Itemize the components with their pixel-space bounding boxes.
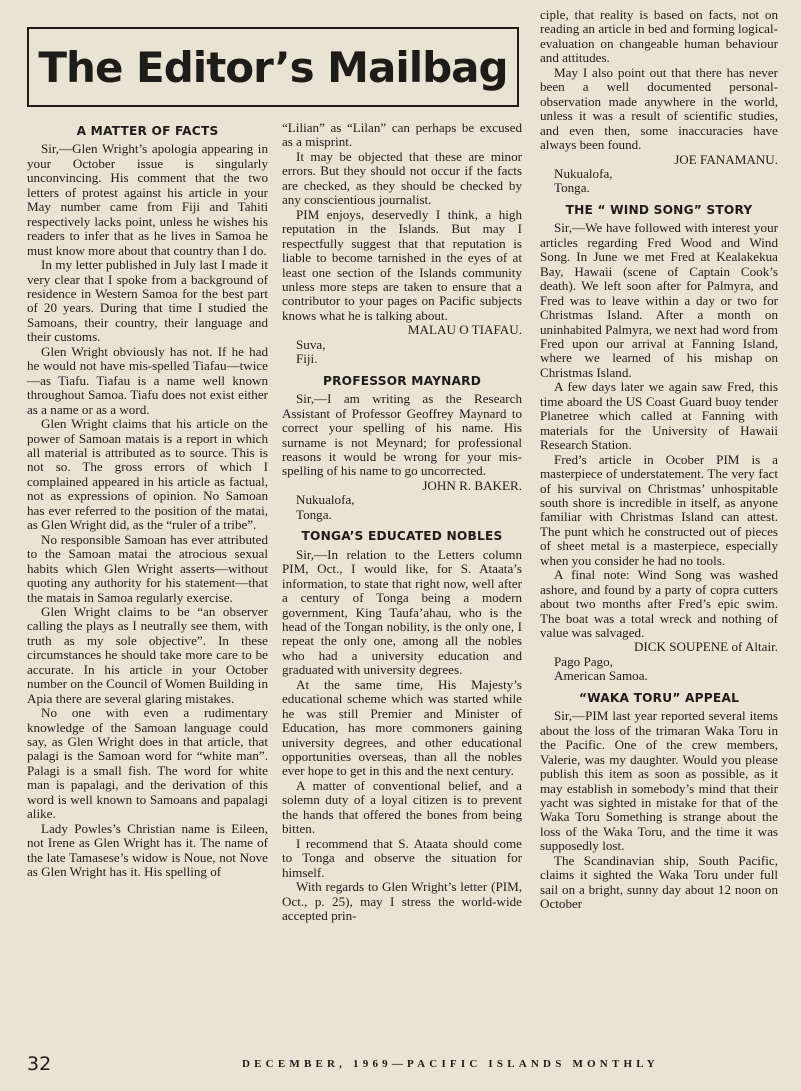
paragraph: Glen Wright claims to be “an observer calling the plays as I neutrally see them, with truth as my sole objective”. In these circumstances he should take more care to be accurate. In his article in your October number on the Council of Women Building in Apia there are several glaring mistakes.	[27, 603, 268, 706]
letter-heading-professor-maynard: PROFESSOR MAYNARD	[322, 373, 482, 388]
paragraph: With regards to Glen Wright’s letter (PIM, Oct., p. 25), may I stress the world-wide accepted prin-	[282, 879, 522, 924]
page-title: The Editor’s Mailbag	[38, 42, 508, 92]
paragraph: Sir,—I am writing as the Research Assistant of Professor Geoffrey Maynard to correct your spelling of his name. His surname is not Meynard; for professional reasons it would be wrong for your mis-spelling of his name to go uncorrected.	[282, 391, 522, 479]
paragraph: Glen Wright obviously has not. If he had he would not have mis-spelled Tiafau—twice—as Tiafu. Tiafau is a name well known throughout Samoa. Tiafu does not exist either as a name or as a word.	[27, 343, 268, 417]
paragraph: Sir,—We have followed with interest your articles regarding Fred Wood and Wind Song. In June we met Fred at Kealakekua Bay, Hawaii (scene of Captain Cook’s death). We left soon after for Palmyra, and Fred was to leave within a day or two for Christmas Island. After a month on uninhabited Palmyra, we next had word from Fred upon our arrival at Fanning Island, where we learned of his mishap on Christmas Island.	[540, 220, 778, 380]
letter-signature: DICK SOUPENE of Altair.	[633, 639, 778, 655]
paragraph: ciple, that reality is based on facts, not on reading an article in bed and forming logical-evaluation on changeable human behaviour and attitudes.	[540, 7, 778, 66]
letter-signature: JOHN R. BAKER.	[422, 477, 522, 493]
letter-heading-wind-song-story: THE “ WIND SONG” STORY	[565, 202, 753, 217]
paragraph: PIM enjoys, deservedly I think, a high reputation in the Islands. But may I respectfully suggest that that reputation is liable to become tarnished in the eyes of at least one section of the Islands community unless more steps are taken to ensure that a contributor to your pages on Pacific subjects knows what he is talking about.	[282, 206, 522, 323]
letter-place: Suva,	[296, 336, 326, 352]
letter-place: Nukualofa,	[554, 165, 613, 181]
column-1	[27, 124, 268, 880]
letter-heading-matter-of-facts: A MATTER OF FACTS	[76, 124, 219, 138]
paragraph: The Scandinavian ship, South Pacific, claims it sighted the Waka Toru under full sail on a bright, sunny day about 12 noon on October	[540, 852, 778, 912]
paragraph: Sir,—Glen Wright’s apologia appearing in your October issue is singularly unconvincing. His comment that the two letters of protest against his article in your May number came from Fiji and Tahiti respectively lacks point, unless he wishes his readers to infer that as he lives in Samoa he must know more about that country than I do.	[27, 141, 268, 258]
page-number: 32	[27, 1053, 52, 1075]
paragraph: Sir,—PIM last year reported several items about the loss of the trimaran Waka Toru in the Pacific. One of the crew members, Valerie, was my daughter. Would you please publish this item as soon as possible, as it may establish in somebody’s mind that their yacht was sighted in mistake for that of the Waka Toru Something is strange about the loss of the Waka Toru, and the time it was supposedly lost.	[540, 708, 778, 854]
letter-place: American Samoa.	[554, 668, 648, 684]
letter-place: Pago Pago,	[554, 653, 613, 669]
letter-heading-tongas-educated-nobles: TONGA’S EDUCATED NOBLES	[301, 529, 503, 544]
paragraph: Fred’s article in Ocober PIM is a masterpiece of understatement. The very fact of his survival on Christmas’ unhospitable south shore is incredible in itself, as anyone familiar with Christmas Island can attest. The punt which he constructed out of pieces of sheet metal is a masterpiece, especially when you consider he had no tools.	[540, 451, 778, 568]
paragraph: A few days later we again saw Fred, this time aboard the US Coast Guard buoy tender Planetree which called at Fanning with materials for the University of Hawaii Research Station.	[540, 379, 778, 453]
paragraph: Lady Powles’s Christian name is Eileen, not Irene as Glen Wright has it. The name of the late Tamasese’s widow is Noue, not Nove as Glen Wright has it. His spelling of	[27, 820, 268, 880]
paragraph: May I also point out that there has never been a well documented personal-observation made anywhere in the world, unless it was a result of scientific studies, and even then, some inaccuracies have always been found.	[540, 64, 778, 153]
paragraph: No one with even a rudimentary knowledge of the Samoan language could say, as Glen Wright does in that article, that palagi is the Samoan word for “white man”. Palagi is a small fish. The word for white man is papalagi, and the derivation of this word is well known to Samoans and papalagi alike.	[27, 705, 268, 822]
letter-place: Nukualofa,	[296, 492, 355, 508]
paragraph: No responsible Samoan has ever attributed to the Samoan matai the atrocious sexual habits which Glen Wright asserts—without quoting any authority for his statement—that the matais in Samoa regularly exercise.	[27, 531, 268, 605]
paragraph: Sir,—In relation to the Letters column PIM, Oct., I would like, for S. Ataata’s information, to state that right now, well after a century of Tonga being a modern government, King Taufa’ahau, who is the head of the Tongan nobility, is the only one, I repeat the only one, among all the nobles who had a university education and graduated with university degrees.	[282, 546, 522, 678]
paragraph: Glen Wright claims that his article on the power of Samoan matais is a report in which all material is attributed as to source. This is not so. The gross errors of which I complained appeared in his article as factual, not as expressions of opinion. No Samoan has ever referred to the position of the matai, as Glen Wright did, as the “ruler of a tribe”.	[27, 416, 268, 533]
column-3	[540, 8, 778, 912]
paragraph: It may be objected that these are minor errors. But they should not occur if the facts are checked, as they should be checked by any conscientious journalist.	[282, 148, 522, 208]
letter-signature: JOE FANAMANU.	[674, 151, 778, 167]
masthead-box	[27, 27, 519, 107]
paragraph: In my letter published in July last I made it very clear that I spoke from a background of residence in Western Samoa for the best part of 20 years. During that time I studied the Samoans, their country, their language and their customs.	[27, 257, 268, 345]
paragraph: A final note: Wind Song was washed ashore, and found by a party of copra cutters about two months after Fred’s epic swim. The boat was a total wreck and nothing of value was salvaged.	[540, 567, 778, 641]
letter-heading-waka-toru-appeal: “WAKA TORU” APPEAL	[578, 690, 740, 705]
letter-signature: MALAU O TIAFAU.	[407, 322, 522, 338]
issue-line: DECEMBER, 1969—PACIFIC ISLANDS MONTHLY	[242, 1058, 659, 1070]
letter-place: Fiji.	[296, 351, 318, 367]
letter-place: Tonga.	[554, 180, 590, 196]
letter-place: Tonga.	[296, 506, 332, 522]
paragraph: I recommend that S. Ataata should come to Tonga and observe the situation for himself.	[282, 835, 522, 880]
column-2	[282, 121, 522, 923]
page-footer	[27, 1053, 779, 1077]
paragraph: A matter of conventional belief, and a solemn duty of a loyal citizen is to prevent the hands that offered the bones from being bitten.	[282, 777, 522, 837]
paragraph: At the same time, His Majesty’s educational scheme which was started while he was still Premier and Minister of Education, has more commoners gaining university degrees, and other educational opportunities overseas, than all the nobles ever hope to get in this and the next century.	[282, 676, 522, 779]
paragraph: “Lilian” as “Lilan” can perhaps be excused as a misprint.	[282, 120, 522, 150]
